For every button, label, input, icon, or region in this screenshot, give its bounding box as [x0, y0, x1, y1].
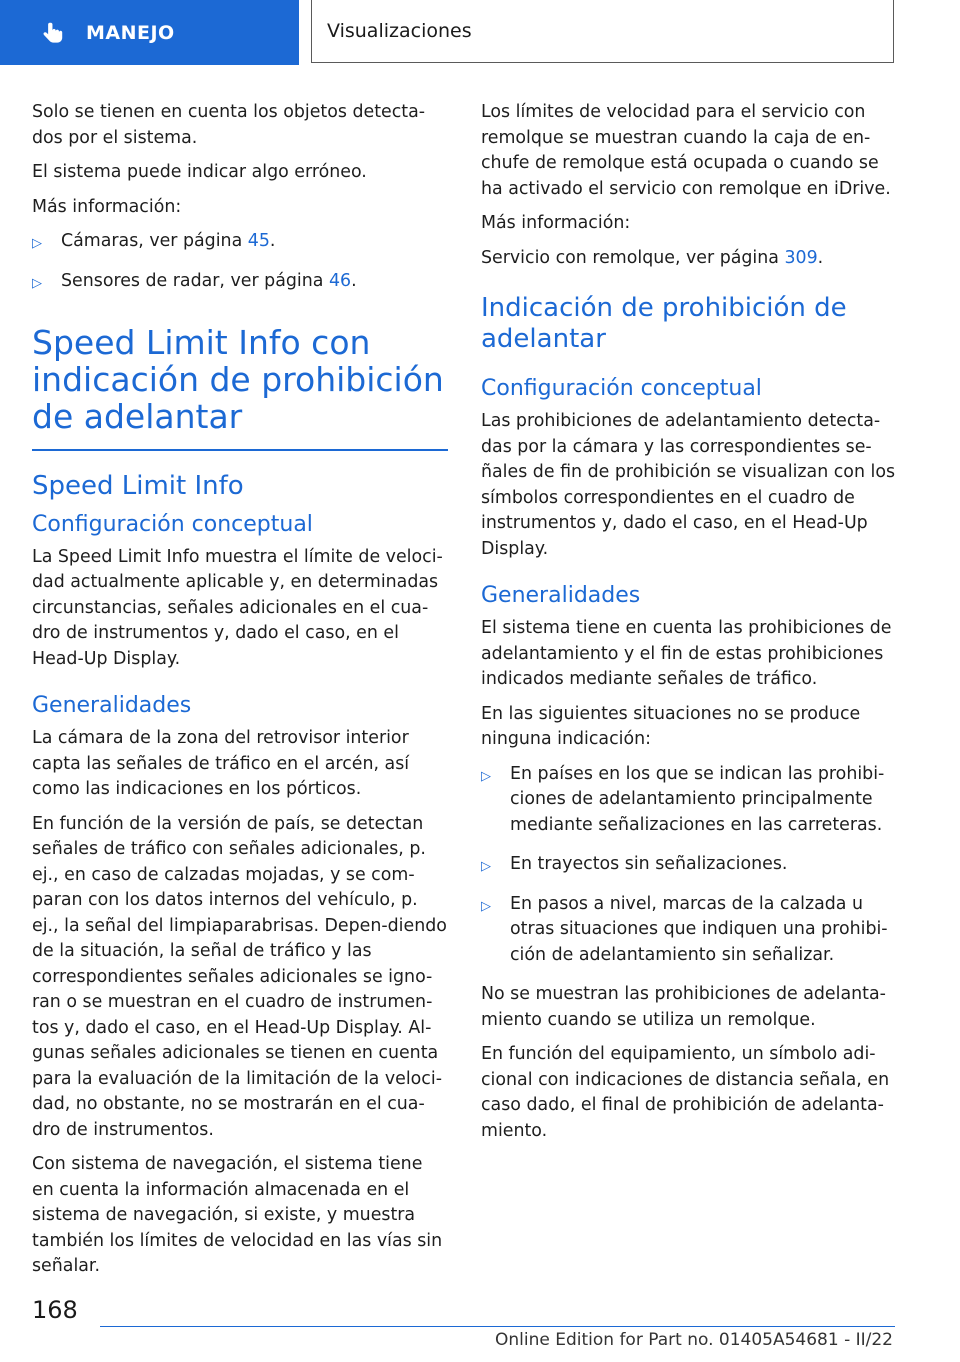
paragraph: Las prohibiciones de adelantamiento detecta-das por la cámara y las correspondientes se-ñales de fin de prohibición se visualizan con los símbolos correspondientes en el cuadro de instrumentos y, dado el caso, en el Head-Up Display. — [481, 411, 896, 559]
page-link[interactable]: 46 — [328, 270, 352, 291]
paragraph: El sistema puede indicar algo erróneo. — [32, 162, 367, 182]
left-column — [32, 100, 448, 1289]
subheading: Configuración conceptual — [481, 376, 762, 401]
situation-list — [481, 762, 897, 969]
list-item: ▷ En países en los que se indican las prohibi-ciones de adelantamiento principalmente mediante señalizaciones en las carreteras. — [481, 763, 885, 835]
list-item: ▷ En trayectos sin señalizaciones. — [481, 852, 897, 878]
edition-note: Online Edition for Part no. 01405A54681 - II/22 — [494, 1330, 893, 1350]
triangle-bullet-icon: ▷ — [481, 898, 491, 914]
chapter-header — [311, 0, 894, 63]
footer-divider — [100, 1326, 895, 1327]
subheading: Generalidades — [32, 693, 192, 718]
paragraph: Solo se tienen en cuenta los objetos detecta-dos por el sistema. — [32, 102, 426, 148]
subheading: Configuración conceptual — [32, 511, 313, 537]
paragraph: La cámara de la zona del retrovisor interior capta las señales de tráfico en el arcén, así como las indicaciones en los pórticos. — [32, 728, 410, 799]
paragraph: Más información: — [32, 196, 182, 217]
title-divider — [32, 449, 448, 451]
paragraph: En las siguientes situaciones no se produce ninguna indicación: — [481, 703, 861, 749]
section-title: Speed Limit Info con indicación de prohibición de adelantar — [32, 323, 444, 436]
paragraph: El sistema tiene en cuenta las prohibiciones de adelantamiento y el fin de estas prohibiciones indicados mediante señales de tráfico. — [481, 618, 892, 689]
paragraph: No se muestran las prohibiciones de adelanta-miento cuando se utiliza un remolque. — [481, 984, 886, 1030]
list-item: ▷ Sensores de radar, ver página 46. — [32, 269, 448, 295]
triangle-bullet-icon: ▷ — [481, 768, 491, 784]
subheading: Generalidades — [481, 583, 641, 608]
triangle-bullet-icon: ▷ — [481, 859, 491, 874]
paragraph: En función del equipamiento, un símbolo adi-cional con indicaciones de distancia señala, en caso dado, el final de prohibición de adelanta-miento. — [481, 1044, 890, 1141]
hand-pointer-icon — [40, 20, 66, 46]
page-link[interactable]: 45 — [247, 231, 270, 251]
reference-list — [32, 229, 448, 294]
paragraph: Los límites de velocidad para el servicio con remolque se muestran cuando la caja de en-chufe de remolque está ocupada o cuando se ha activado el servicio con remolque en iDrive. — [481, 102, 891, 199]
paragraph: Con sistema de navegación, el sistema tiene en cuenta la información almacenada en el sistema de navegación, si existe, y muestra también los límites de velocidad en las vías sin señalar. — [32, 1154, 443, 1276]
subsection-title: Indicación de prohibición de adelantar — [481, 293, 847, 354]
section-label: MANEJO — [86, 21, 175, 44]
page-link[interactable]: 309 — [784, 247, 818, 268]
page-number: 168 — [32, 1296, 78, 1324]
right-column — [481, 100, 897, 1153]
list-item: ▷ En pasos a nivel, marcas de la calzada u otras situaciones que indiquen una prohibi-ción de adelantamiento sin señalizar. — [481, 893, 888, 965]
triangle-bullet-icon: ▷ — [32, 236, 42, 251]
paragraph: La Speed Limit Info muestra el límite de veloci-dad actualmente aplicable y, en determinadas circunstancias, señales adicionales en el cua-dro de instrumentos y, dado el caso, en el Head-Up Display. — [32, 546, 443, 669]
triangle-bullet-icon: ▷ — [32, 275, 42, 291]
list-item: ▷ Cámaras, ver página 45. — [32, 229, 448, 255]
chapter-title: Visualizaciones — [327, 20, 472, 42]
paragraph: Más información: — [481, 213, 631, 233]
paragraph: Servicio con remolque, ver página 309. — [481, 247, 824, 268]
paragraph: En función de la versión de país, se detectan señales de tráfico con señales adicionales, p. ej., en caso de calzadas mojadas, y se com-paran con los datos internos del vehículo, p. ej., la señal del limpiaparabrisas. Depen-diendo de la situación, la señal de tráfico y las correspondientes señales adicionales se igno-ran o se muestran en el cuadro de instrumen-tos y, dado el caso, en el Head-Up Display. Al-gunas señales adicionales se tienen en cuenta para la evaluación de la limitación de la veloci-dad, no obstante, no se mostrarán en el cua-dro de instrumentos. — [32, 813, 447, 1140]
section-tab[interactable] — [0, 0, 299, 65]
subsection-title: Speed Limit Info — [32, 470, 244, 501]
